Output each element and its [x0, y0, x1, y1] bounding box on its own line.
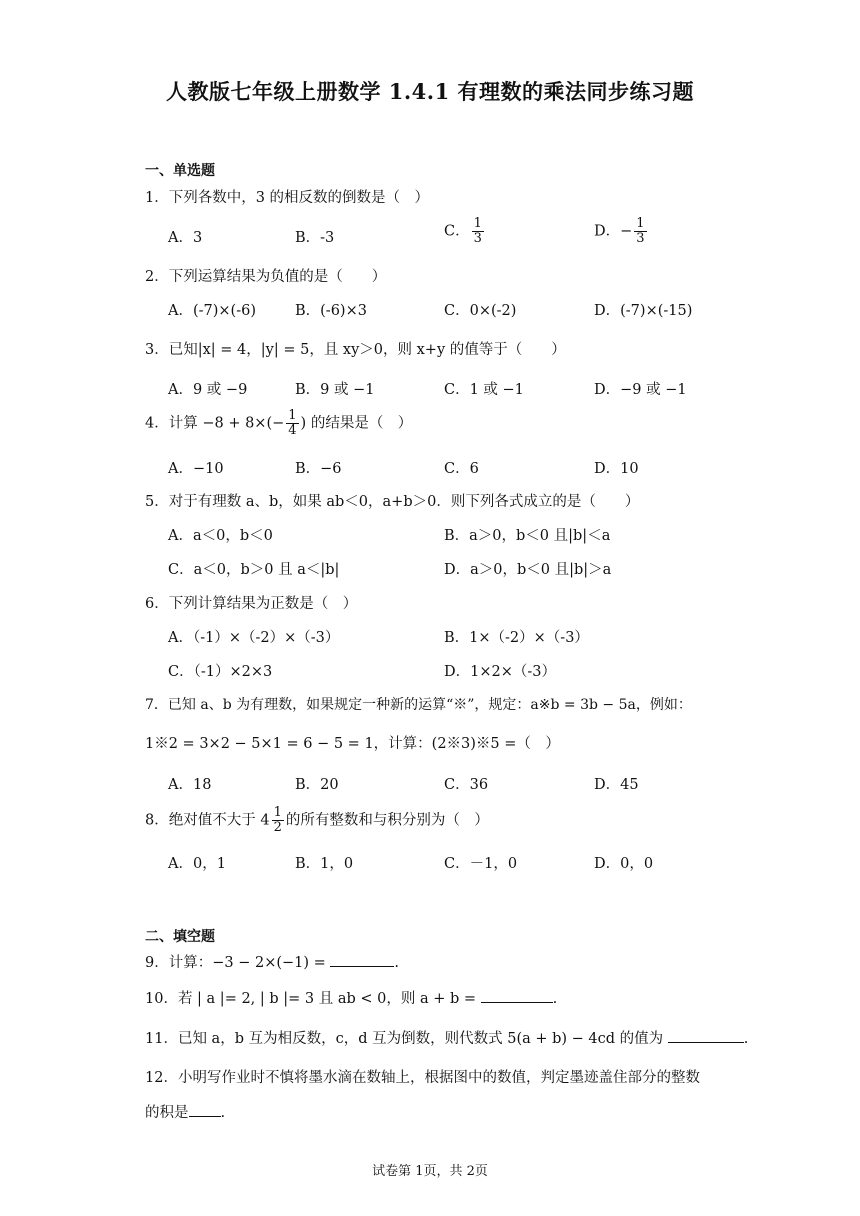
answer-blank — [481, 988, 553, 1003]
question-5-options-row1 — [168, 524, 768, 554]
option-d: D．10 — [594, 461, 639, 477]
question-8-options — [168, 852, 768, 882]
option-b: B．−6 — [295, 461, 342, 477]
option-d: D．a＞0，b＜0 且|b|＞a — [444, 562, 612, 578]
option-d: D．1×2×（-3） — [444, 664, 556, 680]
question-4-options — [168, 457, 768, 487]
option-c: C．－1，0 — [444, 856, 518, 872]
question-8-stem: 8．绝对值不大于 4 $\frac{1}{2}$ 的所有整数和与积分别为（ ） — [145, 805, 489, 835]
option-a: A．（-1）×（-2）×（-3） — [168, 630, 340, 646]
question-5-options-row2 — [168, 558, 768, 588]
question-2-options — [168, 299, 768, 329]
answer-blank — [668, 1028, 744, 1043]
question-10: 10．若 | a |= 2, | b |= 3 且 ab < 0，则 a + b = . — [145, 987, 557, 1008]
question-9: 9．计算：−3 − 2×(−1) = . — [145, 951, 399, 972]
option-d: D．45 — [594, 777, 639, 793]
fraction: $\frac{1}{3}$ — [636, 216, 645, 246]
question-1-options — [168, 216, 768, 256]
section-single-choice: 一、单选题 — [145, 163, 215, 179]
question-1-stem: 1．下列各数中，3 的相反数的倒数是（ ） — [145, 190, 430, 206]
option-a: A．−10 — [168, 461, 224, 477]
option-d: D．0，0 — [594, 856, 654, 872]
option-c: C．0×(-2) — [444, 303, 517, 319]
option-b: B．(-6)×3 — [295, 303, 367, 319]
question-12-line2: 的积是 . — [145, 1101, 225, 1122]
option-c: C．1 或 −1 — [444, 382, 524, 398]
option-b: B．20 — [295, 777, 339, 793]
fraction: $\frac{1}{3}$ — [473, 216, 482, 246]
option-a: A．a＜0，b＜0 — [168, 528, 273, 544]
question-4-stem: 4．计算 −8 + 8×(− $\frac{1}{4}$ ) 的结果是（ ） — [145, 408, 413, 438]
page-footer: 试卷第 1页，共 2页 — [372, 1164, 488, 1179]
option-c: C．（-1）×2×3 — [168, 664, 273, 680]
option-a: A．9 或 −9 — [168, 382, 248, 398]
question-11: 11．已知 a，b 互为相反数，c，d 互为倒数，则代数式 5(a + b) − 4cd 的值为 . — [145, 1027, 748, 1048]
option-a: A．0，1 — [168, 856, 226, 872]
option-d: D．− $\frac{1}{3}$ — [594, 216, 645, 246]
question-3-options — [168, 378, 768, 408]
question-3-stem: 3．已知|x| = 4，|y| = 5，且 xy＞0，则 x+y 的值等于（ ） — [145, 342, 566, 358]
option-c: C． $\frac{1}{3}$ — [444, 216, 482, 246]
option-b: B．-3 — [295, 230, 335, 246]
answer-blank — [330, 952, 394, 967]
option-b: B．1×（-2）×（-3） — [444, 630, 589, 646]
question-6-stem: 6．下列计算结果为正数是（ ） — [145, 596, 358, 612]
option-a: A．18 — [168, 777, 212, 793]
question-2-stem: 2．下列运算结果为负值的是（ ） — [145, 269, 387, 285]
fraction: $\frac{1}{4}$ — [288, 408, 297, 438]
option-d: D．(-7)×(-15) — [594, 303, 693, 319]
question-7-stem-line1: 7．已知 a、b 为有理数，如果规定一种新的运算“※”，规定：a※b = 3b − 5a，例如： — [145, 697, 692, 713]
section-fill-blank: 二、填空题 — [145, 929, 215, 945]
question-7-stem-line2: 1※2 = 3×2 − 5×1 = 6 − 5 = 1，计算：(2※3)※5 =（ ） — [145, 736, 560, 752]
option-b: B．a＞0，b＜0 且|b|＜a — [444, 528, 611, 544]
option-c: C．36 — [444, 777, 489, 793]
answer-blank — [189, 1102, 221, 1117]
question-6-options-row2 — [168, 660, 768, 690]
option-d: D．−9 或 −1 — [594, 382, 687, 398]
option-b: B．1，0 — [295, 856, 354, 872]
question-7-options — [168, 773, 768, 803]
option-a: A．3 — [168, 230, 203, 246]
option-b: B．9 或 −1 — [295, 382, 375, 398]
question-5-stem: 5．对于有理数 a、b，如果 ab＜0，a+b＞0．则下列各式成立的是（ ） — [145, 494, 640, 510]
fraction: $\frac{1}{2}$ — [273, 805, 282, 835]
option-c: C．a＜0，b＞0 且 a＜|b| — [168, 562, 340, 578]
option-c: C．6 — [444, 461, 479, 477]
question-6-options-row1 — [168, 626, 768, 656]
option-a: A．(-7)×(-6) — [168, 303, 256, 319]
page-title: 人教版七年级上册数学 1.4.1 有理数的乘法同步练习题 — [165, 79, 695, 104]
question-12-line1: 12．小明写作业时不慎将墨水滴在数轴上，根据图中的数值，判定墨迹盖住部分的整数 — [145, 1070, 700, 1086]
